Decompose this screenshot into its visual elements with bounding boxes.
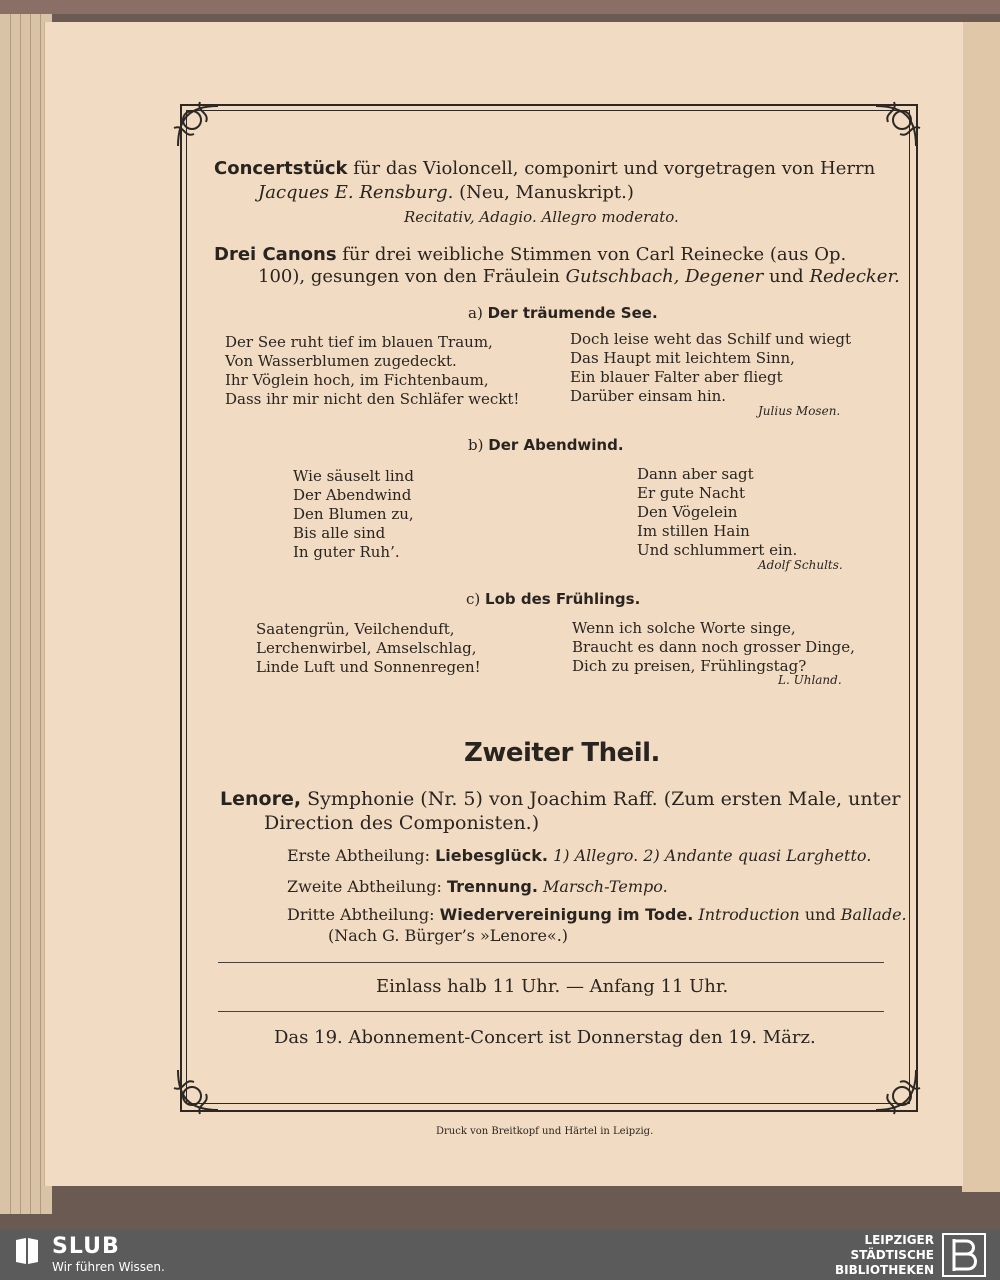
- concertstueck-tempo: Recitativ, Adagio. Allegro moderato.: [404, 208, 679, 226]
- verse-line: Den Blumen zu,: [293, 505, 414, 523]
- movement-detail: Ballade.: [840, 905, 907, 924]
- lsb-wordmark: [814, 1233, 934, 1278]
- verse-line: In guter Ruh’.: [293, 543, 400, 561]
- corner-ornament-icon: [868, 98, 924, 154]
- verse-line: Von Wasserblumen zugedeckt.: [225, 352, 457, 370]
- canons-line1: [214, 244, 846, 265]
- slub-logo-icon: [14, 1236, 40, 1266]
- movement-detail: Marsch-Tempo.: [543, 877, 668, 896]
- song-c-author: L. Uhland.: [778, 673, 842, 687]
- divider-line: [218, 962, 884, 963]
- song-b-right-stanza: [637, 465, 797, 560]
- verse-line: Den Vögelein: [637, 503, 738, 521]
- concertstueck-line2: [258, 182, 634, 203]
- song-a-author: Julius Mosen.: [758, 404, 841, 418]
- lenore-movement-2: [287, 877, 668, 896]
- lsb-line: STÄDTISCHE: [850, 1248, 934, 1262]
- movement-title: Wiedervereinigung im Tode.: [439, 905, 694, 924]
- song-a-left-stanza: [225, 333, 519, 409]
- song-c-letter: c): [466, 590, 481, 608]
- song-c-title: Lob des Frühlings.: [485, 590, 641, 608]
- verse-line: Dass ihr mir nicht den Schläfer weckt!: [225, 390, 520, 408]
- song-b-author: Adolf Schults.: [758, 558, 843, 572]
- song-a-heading: [468, 304, 658, 322]
- canons-desc: für drei weibliche Stimmen von Carl Reinecke (aus Op.: [342, 244, 847, 265]
- verse-line: Doch leise weht das Schilf und wiegt: [570, 330, 851, 348]
- lenore-line1: [220, 788, 901, 810]
- song-b-title: Der Abendwind.: [488, 436, 624, 454]
- canons-title: Drei Canons: [214, 244, 337, 265]
- next-concert-notice: Das 19. Abonnement-Concert ist Donnerstag den 19. März.: [274, 1027, 816, 1048]
- concertstueck-performer: Jacques E. Rensburg.: [258, 182, 454, 203]
- concertstueck-line1: [214, 158, 875, 179]
- canons-und: und: [768, 266, 804, 287]
- verse-line: Lerchenwirbel, Amselschlag,: [256, 639, 477, 657]
- verse-line: Wenn ich solche Worte singe,: [572, 619, 796, 637]
- slub-name: SLUB: [52, 1234, 120, 1259]
- lenore-desc: Symphonie (Nr. 5) von Joachim Raff. (Zum ersten Male, unter: [307, 788, 901, 810]
- movement-detail: 1) Allegro. 2) Andante quasi Larghetto.: [553, 846, 872, 865]
- lsb-logo-icon: [942, 1233, 986, 1277]
- verse-line: Und schlummert ein.: [637, 541, 798, 559]
- book-right-pages: [962, 22, 1000, 1192]
- song-c-right-stanza: [572, 619, 855, 676]
- verse-line: Linde Luft und Sonnenregen!: [256, 658, 481, 676]
- verse-line: Ihr Vöglein hoch, im Fichtenbaum,: [225, 371, 489, 389]
- canons-line2-text: 100), gesungen von den Fräulein: [258, 266, 560, 287]
- song-a-title: Der träumende See.: [487, 304, 658, 322]
- footer-bar: [0, 1230, 1000, 1280]
- song-a-letter: a): [468, 304, 483, 322]
- verse-line: Dann aber sagt: [637, 465, 754, 483]
- lsb-line: BIBLIOTHEKEN: [834, 1263, 934, 1277]
- concertstueck-note: (Neu, Manuskript.): [459, 182, 634, 203]
- concertstueck-title: Concertstück: [214, 158, 348, 179]
- slub-tagline: Wir führen Wissen.: [52, 1260, 165, 1274]
- verse-line: Wie säuselt lind: [293, 467, 414, 485]
- concertstueck-desc: für das Violoncell, componirt und vorgetragen von Herrn: [353, 158, 876, 179]
- lenore-movement-3: [287, 905, 907, 924]
- movement-label: Dritte Abtheilung:: [287, 905, 435, 924]
- corner-ornament-icon: [170, 1062, 226, 1118]
- movement-und: und: [804, 905, 836, 924]
- canons-line2: [258, 266, 900, 287]
- book-cover-edge: [0, 0, 1000, 14]
- verse-line: Im stillen Hain: [637, 522, 750, 540]
- movement-title: Liebesglück.: [435, 846, 548, 865]
- times-line: Einlass halb 11 Uhr. — Anfang 11 Uhr.: [376, 976, 729, 997]
- lenore-movement-3-note: (Nach G. Bürger’s »Lenore«.): [328, 926, 569, 945]
- divider-line: [218, 1011, 884, 1012]
- song-b-left-stanza: [293, 467, 414, 562]
- lenore-line2: Direction des Componisten.): [264, 812, 540, 834]
- verse-line: Ein blauer Falter aber fliegt: [570, 368, 783, 386]
- song-a-right-stanza: [570, 330, 851, 406]
- movement-title: Trennung.: [446, 877, 538, 896]
- lsb-line: LEIPZIGER: [864, 1233, 934, 1247]
- verse-line: Braucht es dann noch grosser Dinge,: [572, 638, 855, 656]
- verse-line: Saatengrün, Veilchenduft,: [256, 620, 455, 638]
- movement-label: Zweite Abtheilung:: [287, 877, 442, 896]
- verse-line: Dich zu preisen, Frühlingstag?: [572, 657, 807, 675]
- printer-imprint: Druck von Breitkopf und Härtel in Leipzig.: [436, 1126, 654, 1137]
- corner-ornament-icon: [868, 1062, 924, 1118]
- verse-line: Der See ruht tief im blauen Traum,: [225, 333, 493, 351]
- movement-detail: Introduction: [698, 905, 800, 924]
- canons-singers: Gutschbach, Degener: [565, 266, 764, 287]
- canons-singer-last: Redecker.: [809, 266, 900, 287]
- verse-line: Der Abendwind: [293, 486, 412, 504]
- song-b-letter: b): [468, 436, 484, 454]
- lenore-movement-1: [287, 846, 871, 865]
- verse-line: Er gute Nacht: [637, 484, 745, 502]
- part-two-heading: Zweiter Theil.: [464, 738, 660, 768]
- corner-ornament-icon: [170, 98, 226, 154]
- song-c-left-stanza: [256, 620, 481, 677]
- song-c-heading: [466, 590, 640, 608]
- lenore-title: Lenore,: [220, 788, 302, 810]
- verse-line: Darüber einsam hin.: [570, 387, 727, 405]
- verse-line: Das Haupt mit leichtem Sinn,: [570, 349, 795, 367]
- song-b-heading: [468, 436, 624, 454]
- verse-line: Bis alle sind: [293, 524, 386, 542]
- movement-label: Erste Abtheilung:: [287, 846, 430, 865]
